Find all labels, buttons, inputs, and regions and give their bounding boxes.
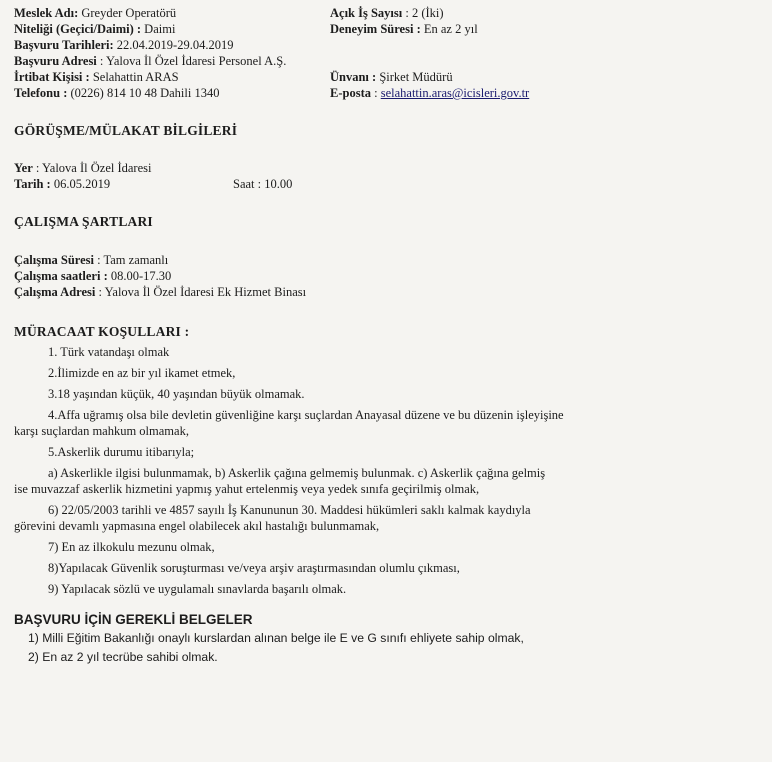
telefon-value: (0226) 814 10 48 Dahili 1340 (67, 86, 220, 100)
muracaat-item-7: 7) En az ilkokulu mezunu olmak, (48, 540, 215, 554)
muracaat-item-4a: 4.Affa uğramış olsa bile devletin güvenliğine karşı suçlardan Anayasal düzene ve bu düzenin işleyişine (48, 408, 564, 422)
muracaat-item-6b: görevini devamlı yapmasına engel olabilecek akıl hastalığı bulunmamak, (14, 519, 380, 533)
irtibat-value: Selahattin ARAS (89, 70, 179, 84)
muracaat-item-5a-line1: a) Askerlikle ilgisi bulunmamak, b) Askerlik çağına gelmemiş bulunmak. c) Askerlik çağına gelmiş (48, 466, 546, 480)
calisma-sure-row (14, 253, 168, 268)
acik-is-value: : 2 (İki) (402, 6, 444, 20)
calisma-sure-value: : Tam zamanlı (94, 253, 169, 267)
calisma-adres-row (14, 285, 306, 300)
calisma-saat-label: Çalışma saatleri : (14, 269, 108, 283)
nitelik-value: Daimi (141, 22, 176, 36)
basvuru-tarih-row (14, 38, 233, 53)
tarih-row (14, 177, 110, 192)
saat-value: Saat : 10.00 (233, 177, 293, 191)
irtibat-label: İrtibat Kişisi : (14, 70, 90, 84)
basvuru-adres-label: Başvuru Adresi (14, 54, 97, 68)
muracaat-item-1: 1. Türk vatandaşı olmak (48, 345, 170, 359)
yer-label: Yer (14, 161, 33, 175)
deneyim-value: En az 2 yıl (420, 22, 478, 36)
calisma-adres-value: : Yalova İl Özel İdaresi Ek Hizmet Binası (95, 285, 307, 299)
muracaat-item-3: 3.18 yaşından küçük, 40 yaşından büyük olmamak. (48, 387, 305, 401)
irtibat-row (14, 70, 179, 85)
nitelik-row (14, 22, 175, 37)
meslek-value: Greyder Operatörü (78, 6, 177, 20)
eposta-link[interactable]: selahattin.aras@icisleri.gov.tr (380, 86, 530, 100)
meslek-label: Meslek Adı: (14, 6, 79, 20)
tarih-value: 06.05.2019 (50, 177, 111, 191)
gorusme-title: GÖRÜŞME/MÜLAKAT BİLGİLERİ (14, 123, 238, 138)
calisma-adres-label: Çalışma Adresi (14, 285, 96, 299)
unvan-row (330, 70, 453, 85)
tarih-label: Tarih : (14, 177, 51, 191)
muracaat-item-5: 5.Askerlik durumu itibarıyla; (48, 445, 195, 459)
nitelik-label: Niteliği (Geçici/Daimi) : (14, 22, 142, 36)
yer-row (14, 161, 151, 176)
eposta-sep: : (370, 86, 381, 100)
belgeler-item-1: 1) Milli Eğitim Bakanlığı onaylı kurslardan alınan belge ile E ve G sınıfı ehliyete sahip olmak, (28, 631, 524, 645)
telefon-row (14, 86, 219, 101)
acik-is-row (330, 6, 444, 21)
muracaat-item-9: 9) Yapılacak sözlü ve uygulamalı sınavlarda başarılı olmak. (48, 582, 347, 596)
acik-is-label: Açık İş Sayısı (330, 6, 403, 20)
basvuru-adres-value: : Yalova İl Özel İdaresi Personel A.Ş. (96, 54, 287, 68)
eposta-row (330, 86, 529, 101)
muracaat-item-6a: 6) 22/05/2003 tarihli ve 4857 sayılı İş Kanununun 30. Maddesi hükümleri saklı kalmak kaydıyla (48, 503, 531, 517)
deneyim-row (330, 22, 478, 37)
unvan-label: Ünvanı : (330, 70, 377, 84)
telefon-label: Telefonu : (14, 86, 68, 100)
unvan-value: Şirket Müdürü (376, 70, 453, 84)
deneyim-label: Deneyim Süresi : (330, 22, 421, 36)
eposta-label: E-posta (330, 86, 371, 100)
calisma-saat-value: 08.00-17.30 (107, 269, 172, 283)
muracaat-title: MÜRACAAT KOŞULLARI : (14, 324, 190, 339)
muracaat-item-5a-line2: ise muvazzaf askerlik hizmetini yapmış yahut ertelenmiş veya yedek sınıfa geçirilmiş olmak, (14, 482, 480, 496)
basvuru-tarih-value: 22.04.2019-29.04.2019 (113, 38, 234, 52)
basvuru-adres-row (14, 54, 286, 69)
belgeler-title: BAŞVURU İÇİN GEREKLİ BELGELER (14, 612, 253, 627)
muracaat-item-4b: karşı suçlardan mahkum olmamak, (14, 424, 189, 438)
yer-value: : Yalova İl Özel İdaresi (32, 161, 152, 175)
basvuru-tarih-label: Başvuru Tarihleri: (14, 38, 114, 52)
meslek-row (14, 6, 176, 21)
belgeler-item-2: 2) En az 2 yıl tecrübe sahibi olmak. (28, 650, 218, 664)
calisma-saat-row (14, 269, 171, 284)
muracaat-item-8: 8)Yapılacak Güvenlik soruşturması ve/veya arşiv araştırmasından olumlu çıkması, (48, 561, 460, 575)
calisma-sure-label: Çalışma Süresi (14, 253, 94, 267)
muracaat-item-2: 2.İlimizde en az bir yıl ikamet etmek, (48, 366, 236, 380)
calisma-title: ÇALIŞMA ŞARTLARI (14, 214, 153, 229)
